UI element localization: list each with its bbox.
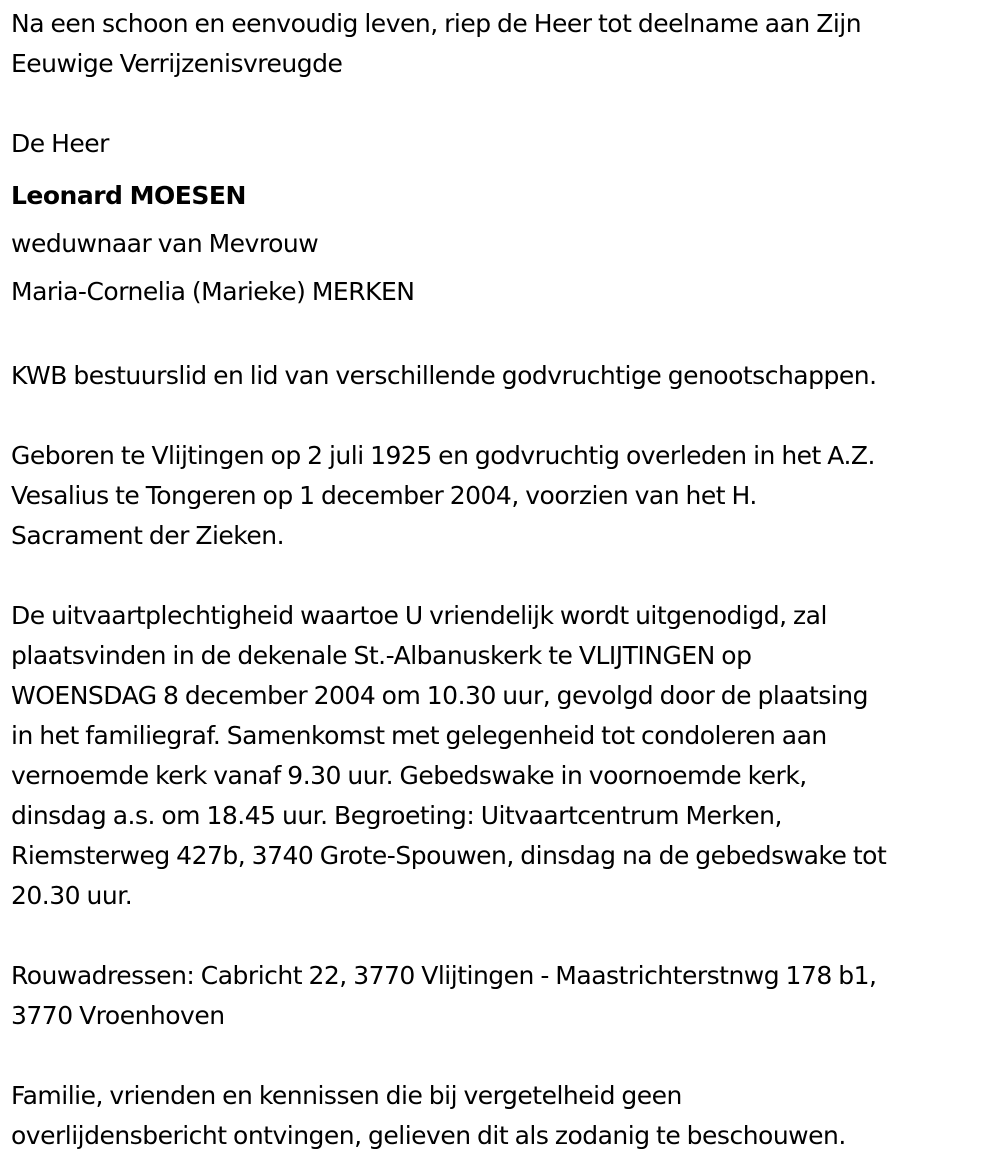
closing-line: overlijdensbericht ontvingen, gelieven dit als zodanig te beschouwen. <box>11 1121 846 1150</box>
funeral-line: WOENSDAG 8 december 2004 om 10.30 uur, gevolgd door de plaatsing <box>11 681 868 710</box>
birth-death-line: Sacrament der Zieken. <box>11 521 285 550</box>
deceased-block <box>11 124 986 316</box>
funeral-line: Riemsterweg 427b, 3740 Grote-Spouwen, dinsdag na de gebedswake tot <box>11 841 887 870</box>
birth-death-paragraph <box>11 436 986 556</box>
role-paragraph <box>11 356 986 396</box>
relation-text: weduwnaar van Mevrouw <box>11 229 319 258</box>
funeral-line: dinsdag a.s. om 18.45 uur. Begroeting: Uitvaartcentrum Merken, <box>11 801 782 830</box>
birth-death-line: Vesalius te Tongeren op 1 december 2004, voorzien van het H. <box>11 481 757 510</box>
role-line: KWB bestuurslid en lid van verschillende godvruchtige genootschappen. <box>11 361 877 390</box>
addresses-paragraph <box>11 956 986 1036</box>
addresses-line: Rouwadressen: Cabricht 22, 3770 Vlijtingen - Maastrichterstnwg 178 b1, <box>11 961 877 990</box>
funeral-paragraph <box>11 596 986 916</box>
death-notice <box>11 4 986 1156</box>
spouse-name: Maria-Cornelia (Marieke) MERKEN <box>11 277 415 306</box>
funeral-line: De uitvaartplechtigheid waartoe U vriendelijk wordt uitgenodigd, zal <box>11 601 827 630</box>
closing-line: Familie, vrienden en kennissen die bij vergetelheid geen <box>11 1081 682 1110</box>
funeral-line: 20.30 uur. <box>11 881 133 910</box>
funeral-line: vernoemde kerk vanaf 9.30 uur. Gebedswake in voornoemde kerk, <box>11 761 807 790</box>
intro-paragraph <box>11 4 986 84</box>
addresses-line: 3770 Vroenhoven <box>11 1001 225 1030</box>
salutation: De Heer <box>11 129 109 158</box>
birth-death-line: Geboren te Vlijtingen op 2 juli 1925 en godvruchtig overleden in het A.Z. <box>11 441 875 470</box>
deceased-name: Leonard MOESEN <box>11 181 246 210</box>
funeral-line: plaatsvinden in de dekenale St.-Albanuskerk te VLIJTINGEN op <box>11 641 752 670</box>
intro-line: Eeuwige Verrijzenisvreugde <box>11 49 343 78</box>
closing-paragraph <box>11 1076 986 1156</box>
intro-line: Na een schoon en eenvoudig leven, riep de Heer tot deelname aan Zijn <box>11 9 862 38</box>
funeral-line: in het familiegraf. Samenkomst met gelegenheid tot condoleren aan <box>11 721 827 750</box>
